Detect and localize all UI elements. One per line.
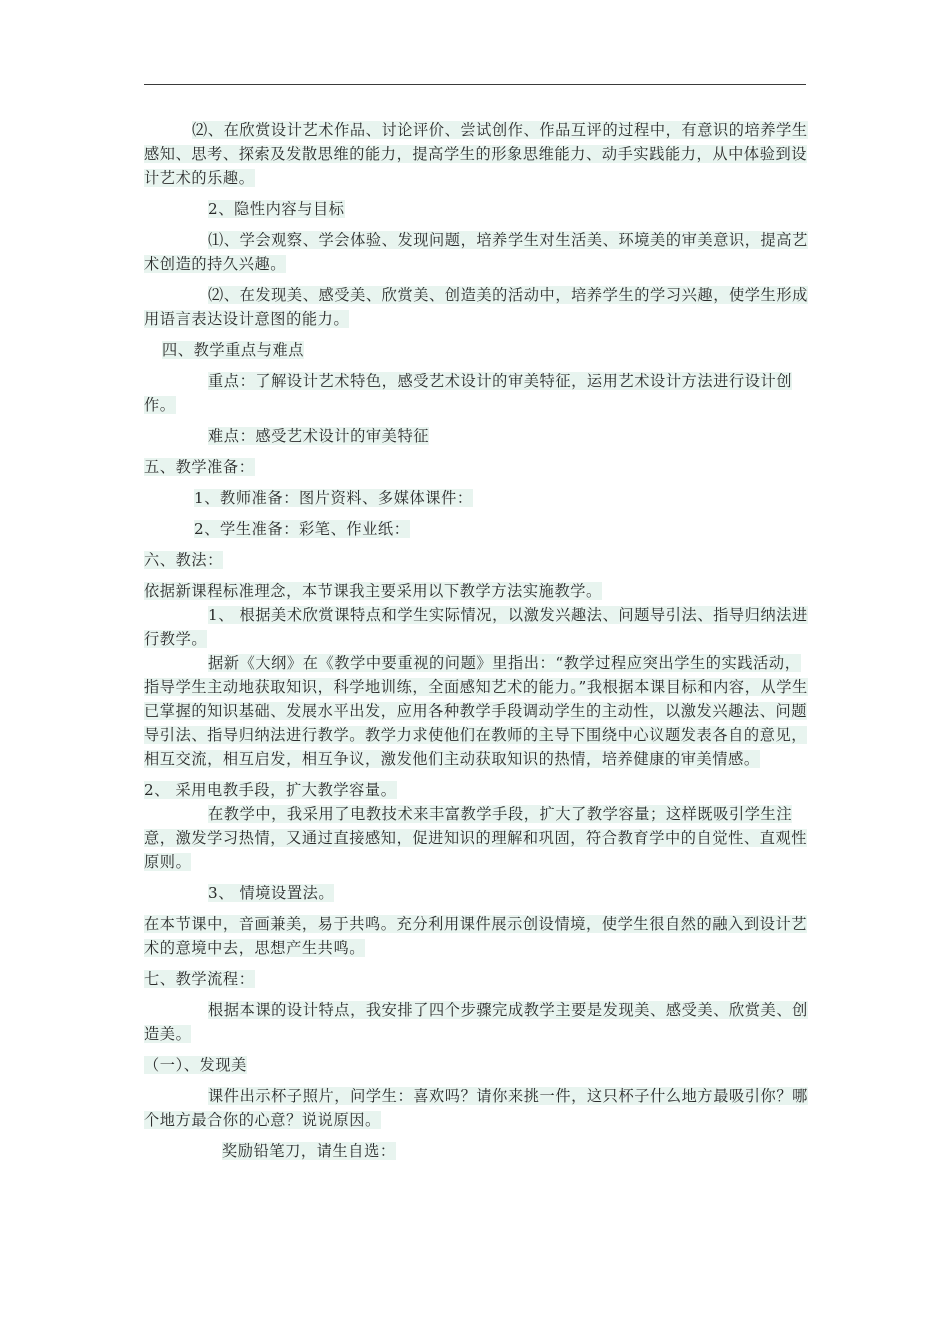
section-heading: 七、教学流程： <box>144 970 255 988</box>
paragraph: 依据新课程标准理念，本节课我主要采用以下教学方法实施教学。 <box>144 582 602 600</box>
sub-heading: （一）、发现美 <box>144 1056 247 1074</box>
paragraph: 奖励铅笔刀，请生自选： <box>222 1142 396 1160</box>
section-heading: 四、教学重点与难点 <box>162 341 305 359</box>
paragraph: 课件出示杯子照片，问学生：喜欢吗？请你来挑一件，这只杯子什么地方最吸引你？哪个地方最合你的心意？说说原因。 <box>144 1087 808 1129</box>
paragraph: 难点：感受艺术设计的审美特征 <box>208 427 430 445</box>
list-item: 3、 情境设置法。 <box>208 884 335 902</box>
list-item: 2、 采用电教手段，扩大教学容量。 <box>144 781 397 799</box>
list-item: 1、教师准备：图片资料、多媒体课件： <box>194 489 473 507</box>
section-heading: 2、隐性内容与目标 <box>208 200 345 218</box>
paragraph: 根据本课的设计特点，我安排了四个步骤完成教学主要是发现美、感受美、欣赏美、创造美。 <box>144 1001 808 1043</box>
list-item: 1、 根据美术欣赏课特点和学生实际情况，以激发兴趣法、问题导引法、指导归纳法进行教学。 <box>144 606 808 648</box>
paragraph: 在教学中，我采用了电教技术来丰富教学手段，扩大了教学容量；这样既吸引学生注意，激发学习热情，又通过直接感知，促进知识的理解和巩固，符合教育学中的自觉性、直观性原则。 <box>144 805 808 871</box>
section-heading: 五、教学准备： <box>144 458 255 476</box>
paragraph: 据新《大纲》在《教学中要重视的问题》里指出：“教学过程应突出学生的实践活动，指导学生主动地获取知识，科学地训练，全面感知艺术的能力。”我根据本课目标和内容，从学生已掌握的知识基础、发展水平出发，应用各种教学手段调动学生的主动性，以激发兴趣法、问题导引法、指导归纳法进行教学。教学力求使他们在教师的主导下围绕中心议题发表各自的意见，相互交流，相互启发，相互争议，激发他们主动获取知识的热情，培养健康的审美情感。 <box>144 654 808 768</box>
document-body <box>144 118 809 1170</box>
paragraph: ⑴、学会观察、学会体验、发现问题，培养学生对生活美、环境美的审美意识，提高艺术创造的持久兴趣。 <box>144 231 808 273</box>
paragraph: 重点：了解设计艺术特色，感受艺术设计的审美特征，运用艺术设计方法进行设计创作。 <box>144 372 793 414</box>
list-item: 2、学生准备：彩笔、作业纸： <box>194 520 410 538</box>
header-rule <box>144 84 806 85</box>
section-heading: 六、教法： <box>144 551 223 569</box>
paragraph: ⑵、在欣赏设计艺术作品、讨论评价、尝试创作、作品互评的过程中，有意识的培养学生感知、思考、探索及发散思维的能力，提高学生的形象思维能力、动手实践能力，从中体验到设计艺术的乐趣。 <box>144 121 808 187</box>
paragraph: ⑵、在发现美、感受美、欣赏美、创造美的活动中，培养学生的学习兴趣，使学生形成用语言表达设计意图的能力。 <box>144 286 808 328</box>
paragraph: 在本节课中，音画兼美，易于共鸣。充分利用课件展示创设情境，使学生很自然的融入到设计艺术的意境中去，思想产生共鸣。 <box>144 915 808 957</box>
